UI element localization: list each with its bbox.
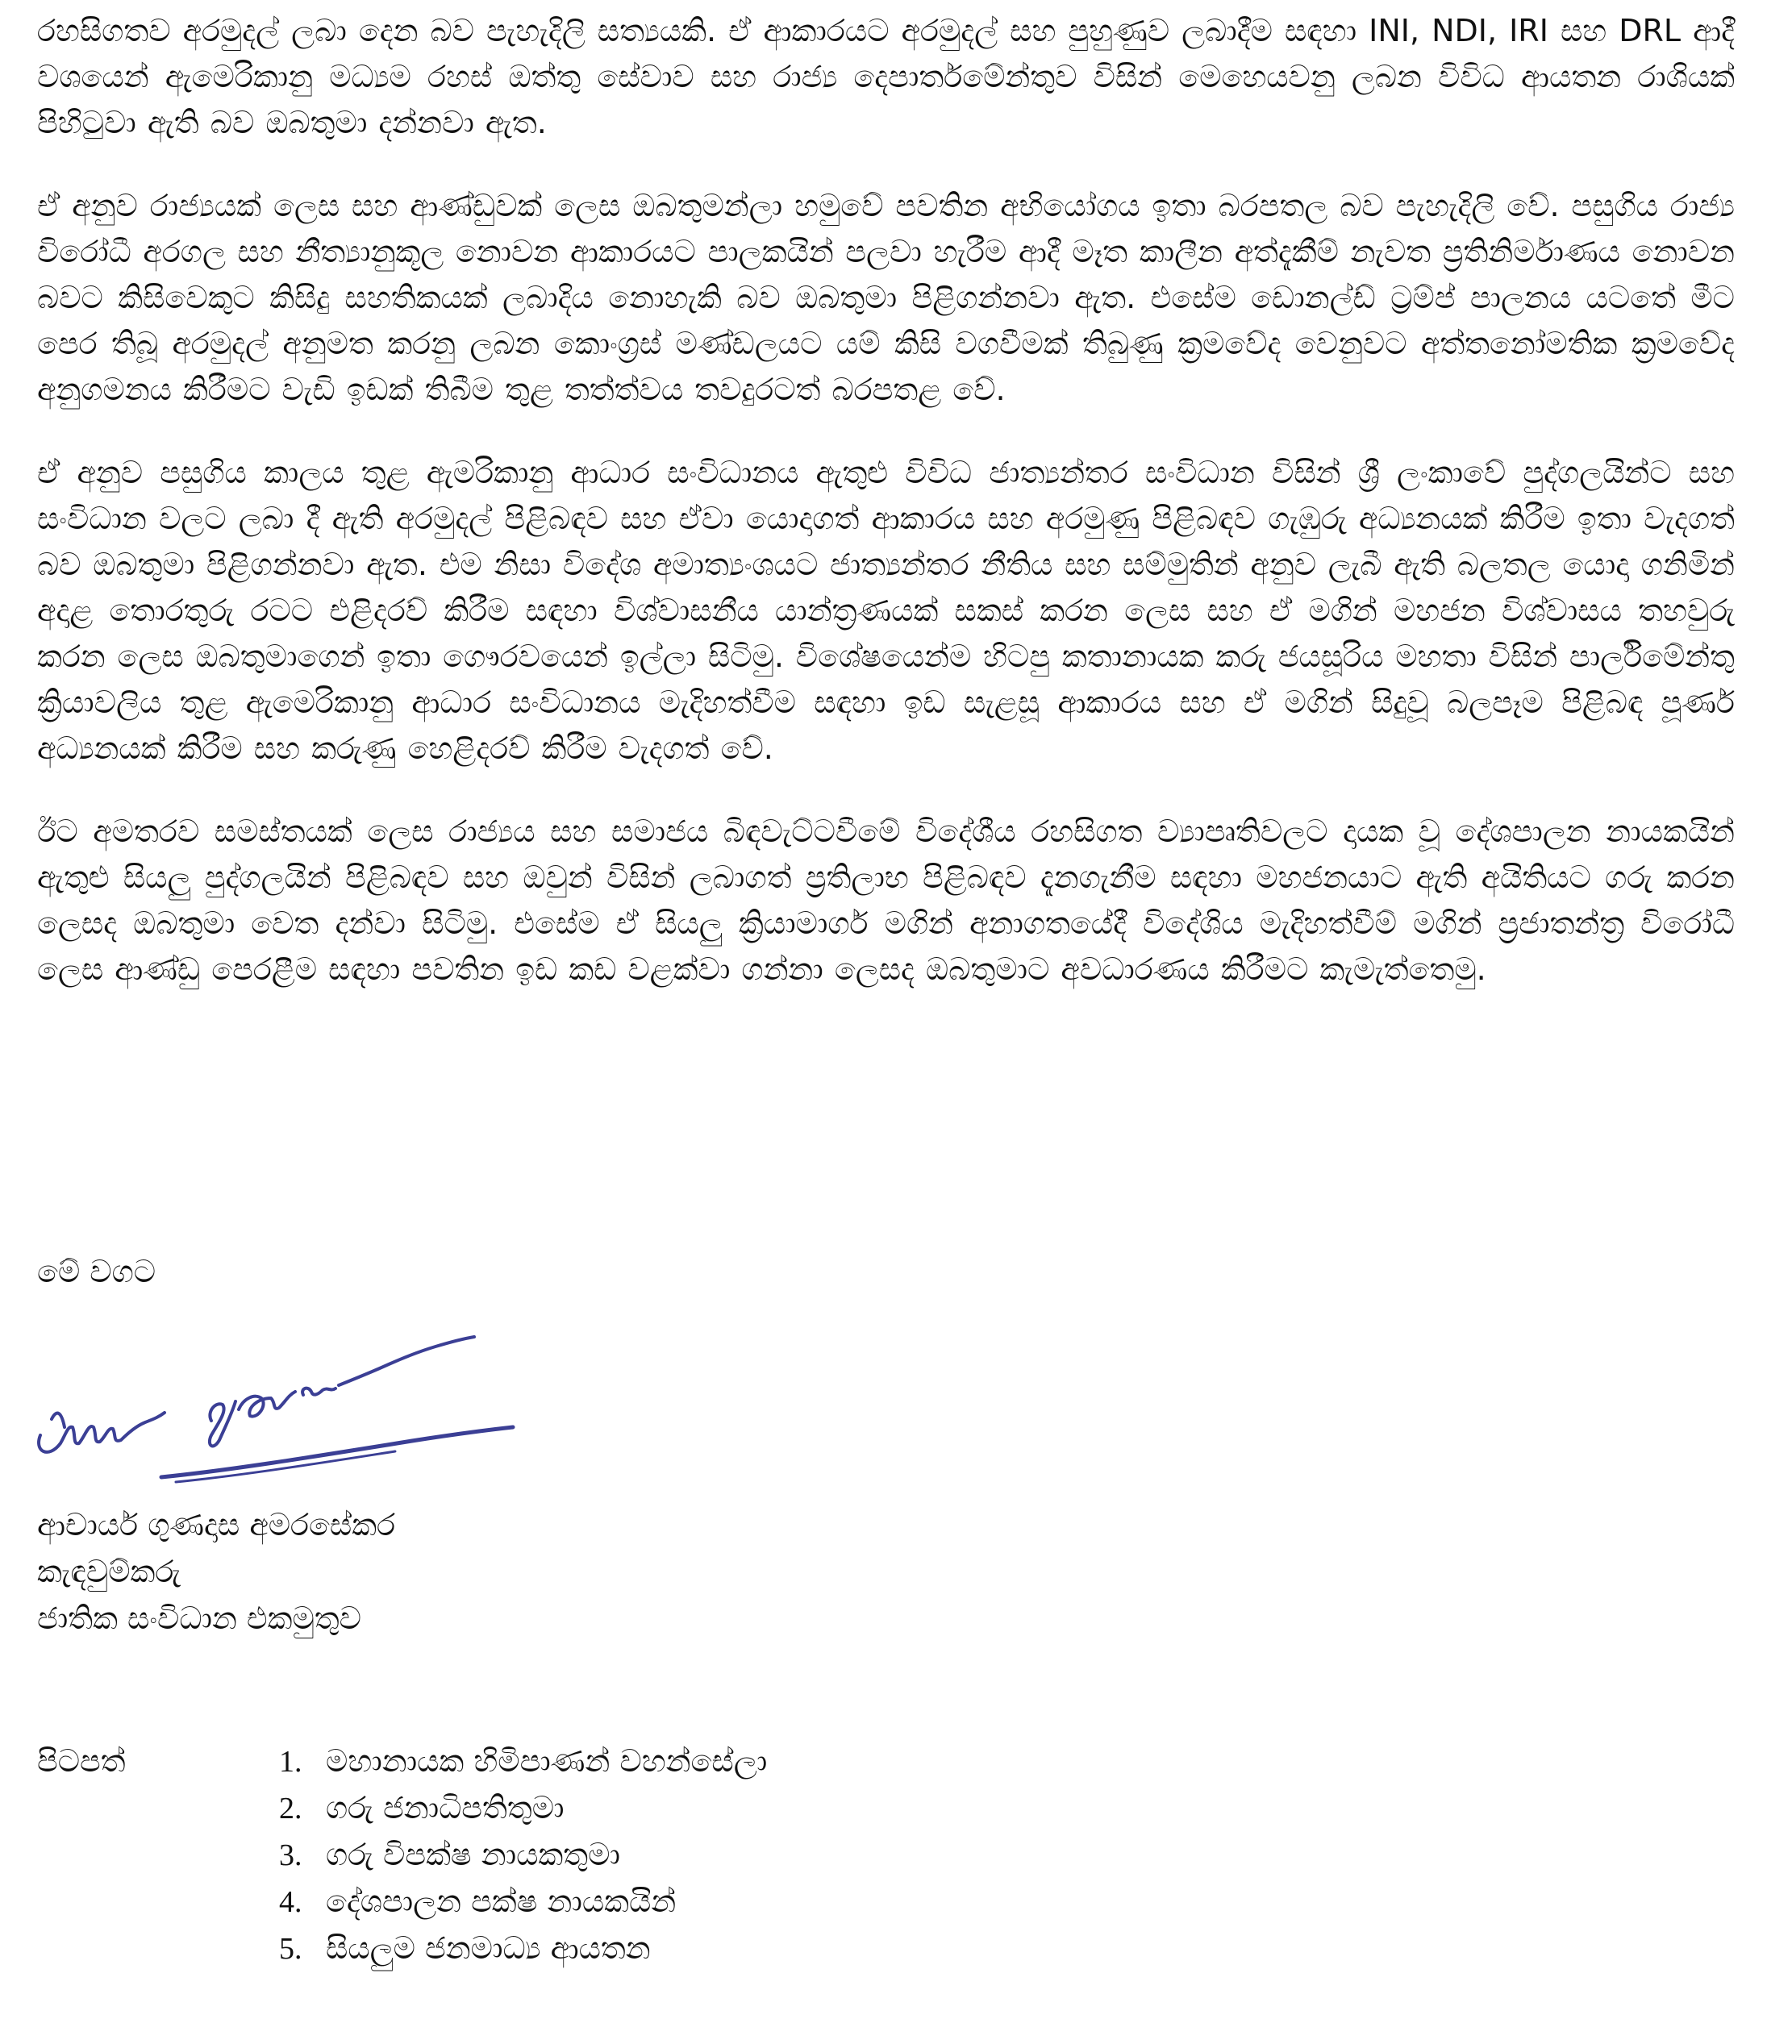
list-item-text: ගරු විපක්ෂ නායකතුමා <box>326 1837 620 1872</box>
paragraph-1: රහසිගතව අරමුදල් ලබා දෙන බව පැහැදිලි සත්‍යයකි. ඒ ආකාරයට අරමුදල් සහ පුහුණුව ලබාදීම සඳහා INI, NDI, IRI සහ DRL ආදී වශයෙන් ඇමෙරිකානු මධ්‍යම රහස් ඔත්තු සේවාව සහ රාජ්‍ය දෙපාර්තමේන්තුව විසින් මෙහෙයවනු ලබන විවිධ ආයතන රාශියක් පිහිටුවා ඇති බව ඔබතුමා දන්නවා ඇත. <box>37 13 1735 140</box>
signatory-name: ආචාර්ය ගුණදාස අමරසේකර <box>37 1507 396 1542</box>
list-number: 3. <box>279 1838 302 1872</box>
list-item-text: සියලුම ජනමාධ්‍ය ආයතන <box>326 1930 651 1966</box>
copies-list-item <box>279 1878 767 1925</box>
list-item-text: ගරු ජනාධිපතිතුමා <box>326 1790 565 1825</box>
copies-list-item <box>279 1784 767 1831</box>
list-item-text: මහානායක හිමිපාණන් වහන්සේලා <box>326 1743 768 1779</box>
signatory-title: කැඳවුම්කරු <box>37 1554 181 1589</box>
letter-body <box>37 8 1735 1030</box>
copies-list-item <box>279 1925 767 1971</box>
list-number: 1. <box>279 1745 302 1779</box>
paragraph-2: ඒ අනුව රාජ්‍යයක් ලෙස සහ ආණ්ඩුවක් ලෙස ඔබතුමන්ලා හමුවේ පවතින අභියෝගය ඉතා බරපතල බව පැහැදිලි වේ. පසුගිය රාජ්‍ය විරෝධී අරගල සහ නීත්‍යානුකූල නොවන ආකාරයට පාලකයින් පලවා හැරීම ආදී මෑත කාලීන අත්දැකීම් නැවත ප්‍රතිනිර්මාණය නොවන බවට කිසිවෙකුට කිසිදු සහතිකයක් ලබාදිය නොහැකි බව ඔබතුමා පිළිගන්නවා ඇත. එසේම ඩොනල්ඩ් ට්‍රම්ප් පාලනය යටතේ මීට පෙර තිබූ අරමුදල් අනුමත කරනු ලබන කොංග්‍රස් මණ්ඩලයට යම් කිසි වගවීමක් තිබුණු ක්‍රමවේද වෙනුවට අත්තනෝමතික ක්‍රමවේද අනුගමනය කිරීමට වැඩි ඉඩක් තිබීම තුළ තත්ත්වය තවදුරටත් බරපතළ වේ. <box>37 188 1735 407</box>
paragraph-3: ඒ අනුව පසුගිය කාලය තුළ ඇමරිකානු ආධාර සංවිධානය ඇතුළු විවිධ ජාත්‍යන්තර සංවිධාන විසින් ශ්‍රී ලංකාවේ පුද්ගලයින්ට සහ සංවිධාන වලට ලබා දී ඇති අරමුදල් පිළිබඳව සහ ඒවා යොදාගත් ආකාරය සහ අරමුණු පිළිබඳව ගැඹුරු අධ්‍යනයක් කිරීම ඉතා වැදගත් බව ඔබතුමා පිළිගන්නවා ඇත. එම නිසා විදේශ අමාත්‍යංශයට ජාත්‍යන්තර නීතිය සහ සම්මුතින් අනුව ලැබී ඇති බලතල යොදා ගනිමින් අදාළ තොරතුරු රටට එළිදරව් කිරීම සඳහා විශ්වාසනීය යාන්ත්‍රණයක් සකස් කරන ලෙස සහ ඒ මගින් මහජන විශ්වාසය තහවුරු කරන ලෙස ඔබතුමාගෙන් ඉතා ගෞරවයෙන් ඉල්ලා සිටිමු. විශේෂයෙන්ම හිටපු කතානායක කරු ජයසූරිය මහතා විසින් පාර්ලිමේන්තු ක්‍රියාවලිය තුළ ඇමෙරිකානු ආධාර සංවිධානය මැදිහත්වීම සඳහා ඉඩ සැළසූ ආකාරය සහ ඒ මගින් සිදුවූ බලපෑම පිළිබඳ පූර්ණ අධ්‍යනයක් කිරීම සහ කරුණු හෙළිදරව් කිරීම වැදගත් වේ. <box>37 455 1735 766</box>
closing-salutation: මේ වගට <box>37 1254 156 1289</box>
list-number: 4. <box>279 1885 302 1919</box>
copies-list-item <box>279 1831 767 1878</box>
handwritten-signature <box>16 1314 516 1508</box>
list-number: 5. <box>279 1932 302 1966</box>
copies-list <box>279 1738 767 1971</box>
copies-label: පිටපත් <box>37 1743 126 1779</box>
list-number: 2. <box>279 1792 302 1825</box>
signature-block <box>37 1501 395 1642</box>
paragraph-4: ඊට අමතරව සමස්තයක් ලෙස රාජ්‍යය සහ සමාජය බිඳවැට්ටවීමේ විදේශීය රහසිගත ව්‍යාපෘතිවලට දායක වූ දේශපාලන නායකයින් ඇතුළු සියලු පුද්ගලයින් පිළිබඳව සහ ඔවුන් විසින් ලබාගත් ප්‍රතිලාභ පිළිබඳව දැනගැනීම සඳහා මහජනයාට ඇති අයිතියට ගරු කරන ලෙසද ඔබතුමා වෙත දන්වා සිටිමු. එසේම ඒ සියලු ක්‍රියාමාර්ග මගින් අනාගතයේදී විදේශිය මැදිහත්වීම් මගින් ප්‍රජාතන්ත්‍ර විරෝධී ලෙස ආණ්ඩු පෙරළීම සඳහා පවතින ඉඩ කඩ වළක්වා ගන්නා ලෙසද ඔබතුමාට අවධාරණය කිරීමට කැමැත්තෙමු. <box>37 814 1735 987</box>
signatory-organization: ජාතික සංවිධාන එකමුතුව <box>37 1601 361 1636</box>
list-item-text: දේශපාලන පක්ෂ නායකයින් <box>326 1884 677 1919</box>
copies-list-item <box>279 1738 767 1784</box>
